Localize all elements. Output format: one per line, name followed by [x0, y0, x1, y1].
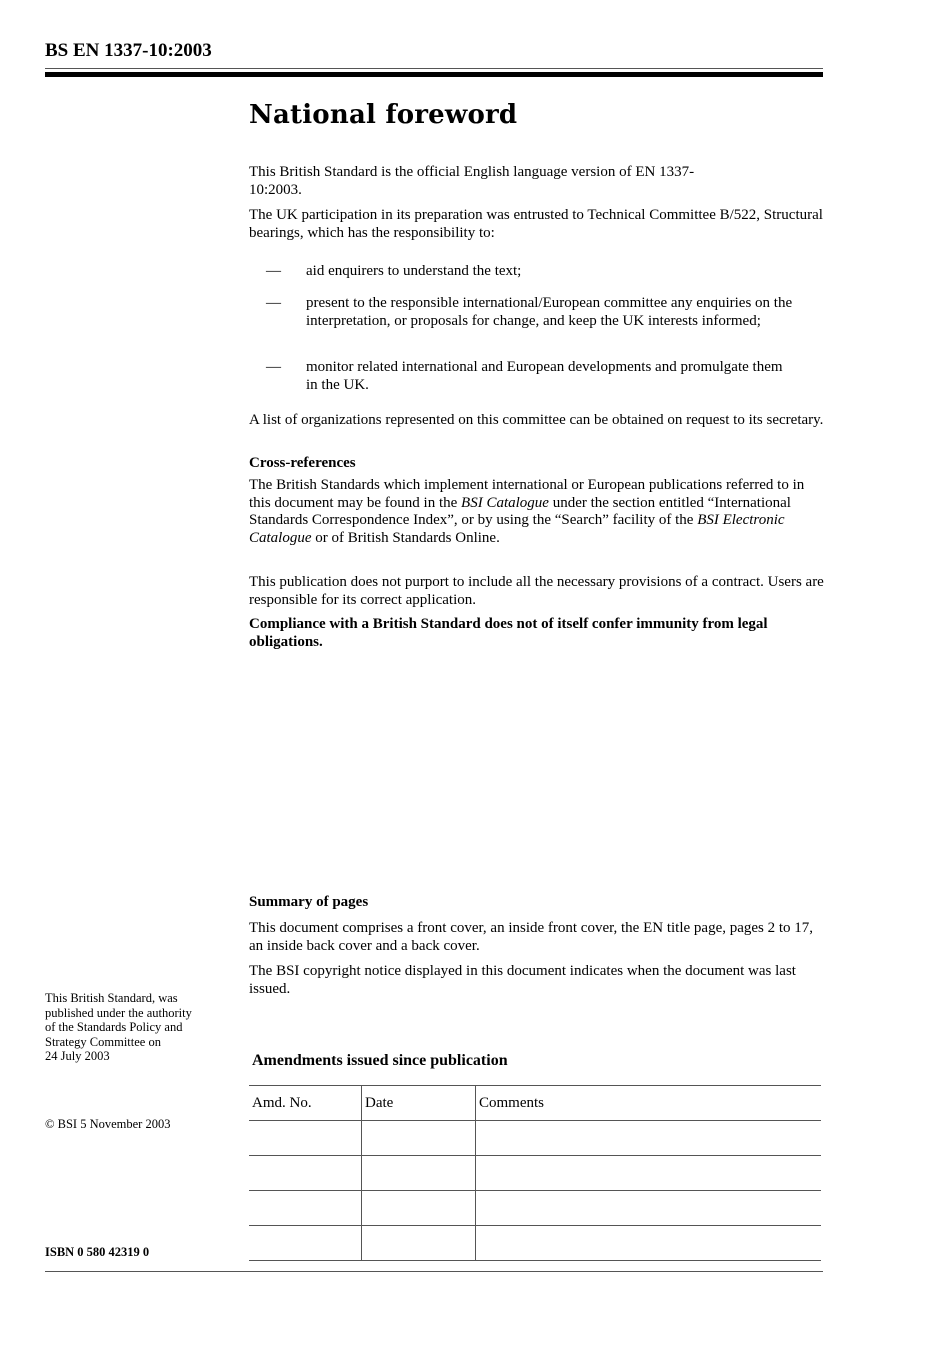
summary-heading: Summary of pages [249, 894, 369, 910]
provisions-text: This publication does not purport to include all the necessary provisions of a contract. Users are responsible for its correct application. [249, 574, 824, 608]
compliance-statement: Compliance with a British Standard does not of itself confer immunity from legal obligations. [249, 616, 768, 650]
list-item-text: monitor related international and European developments and promulgate them in the UK. [306, 359, 783, 393]
table-cell [249, 1156, 362, 1191]
table-cell [249, 1121, 362, 1156]
table-cell [362, 1156, 476, 1191]
authority-line: of the Standards Policy and [45, 1020, 183, 1034]
page-title: National foreword [249, 100, 518, 130]
authority-line: This British Standard, was [45, 991, 178, 1005]
intro-paragraph [249, 164, 824, 199]
intro-text: This British Standard is the official English language version of EN 1337-10:2003. [249, 164, 695, 198]
table-header-row [249, 1086, 821, 1121]
amendments-title: Amendments issued since publication [252, 1052, 508, 1069]
table-cell [362, 1226, 476, 1261]
committee-paragraph [249, 412, 824, 430]
list-item [266, 263, 824, 281]
column-header-comments: Comments [476, 1086, 822, 1121]
authority-line: 24 July 2003 [45, 1049, 110, 1063]
table-row [249, 1121, 821, 1156]
header-rule-thin [45, 68, 823, 69]
provisions-paragraph [249, 574, 824, 609]
summary-paragraph [249, 920, 824, 955]
table-cell [476, 1156, 822, 1191]
dash-bullet: — [266, 295, 281, 311]
isbn: ISBN 0 580 42319 0 [45, 1245, 150, 1259]
table-cell [249, 1226, 362, 1261]
participation-text: The UK participation in its preparation was entrusted to Technical Committee B/522, Structural bearings, which has the responsibility to: [249, 207, 823, 241]
copyright-notice-paragraph [249, 963, 824, 998]
column-header-amd-no: Amd. No. [249, 1086, 362, 1121]
crossref-text-a: The British Standards which implement international or European publications referred to in this document may be found in the [249, 477, 805, 511]
list-item-text: aid enquirers to understand the text; [306, 263, 522, 279]
table-row [249, 1226, 821, 1261]
header-rule-thick [45, 72, 823, 77]
crossref-text-e: or of British Standards Online. [311, 529, 500, 546]
copyright-notice-text: The BSI copyright notice displayed in this document indicates when the document was last issued. [249, 963, 796, 997]
copyright-line: © BSI 5 November 2003 [45, 1117, 171, 1131]
table-cell [476, 1191, 822, 1226]
table-cell [476, 1226, 822, 1261]
table-cell [249, 1191, 362, 1226]
authority-line: published under the authority [45, 1005, 192, 1020]
column-header-date: Date [362, 1086, 476, 1121]
table-row [249, 1191, 821, 1226]
crossref-text [249, 477, 824, 547]
table-row [249, 1156, 821, 1191]
authority-note [45, 991, 230, 1064]
list-item [266, 359, 824, 394]
table-cell [362, 1191, 476, 1226]
list-item-text: present to the responsible international/European committee any enquiries on the interpretation, or proposals for change, and keep the UK interests informed; [306, 295, 793, 329]
authority-line: Strategy Committee on [45, 1034, 161, 1049]
summary-text: This document comprises a front cover, an inside front cover, the EN title page, pages 2 to 17, an inside back cover and a back cover. [249, 920, 814, 954]
participation-paragraph [249, 207, 824, 242]
bsi-electronic-catalogue-title: BSI Electronic Catalogue [249, 512, 785, 546]
crossref-paragraph [249, 477, 824, 547]
amendments-table [249, 1085, 821, 1261]
crossref-heading: Cross-references [249, 455, 356, 471]
dash-bullet: — [266, 263, 281, 279]
table-cell [476, 1121, 822, 1156]
document-id: BS EN 1337-10:2003 [45, 40, 212, 61]
bsi-catalogue-title: BSI Catalogue [461, 494, 549, 511]
crossref-text-c: under the section entitled “International Standards Correspondence Index”, or by using the “Search” facility of the [249, 494, 791, 529]
committee-text: A list of organizations represented on this committee can be obtained on request to its secretary. [249, 412, 824, 428]
list-item [266, 295, 824, 330]
table-cell [362, 1121, 476, 1156]
footer-rule [45, 1271, 823, 1272]
dash-bullet: — [266, 359, 281, 375]
